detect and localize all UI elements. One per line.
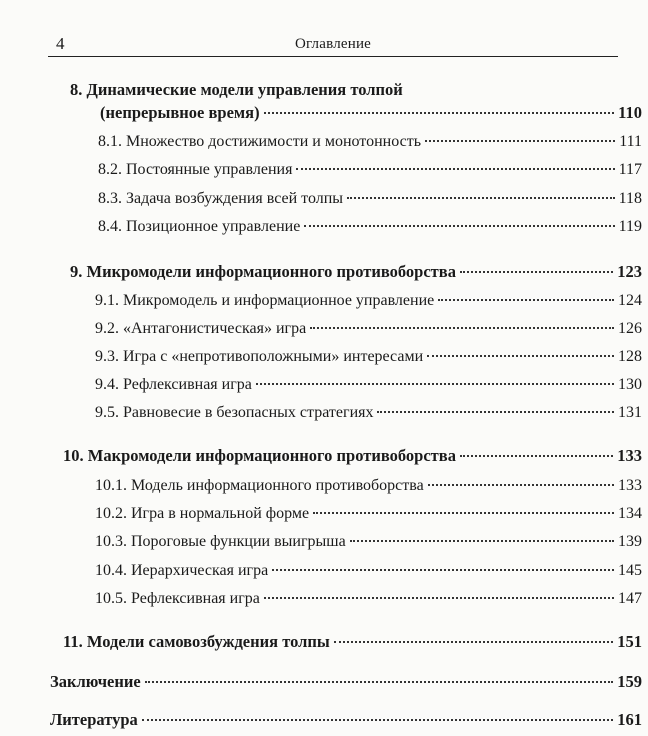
dot-leader bbox=[460, 271, 613, 273]
section-page: 139 bbox=[618, 533, 642, 550]
dot-leader bbox=[460, 455, 613, 457]
section-page: 130 bbox=[618, 376, 642, 393]
section-title: 9.2. «Антагонистическая» игра bbox=[95, 320, 307, 337]
section-title: 9.3. Игра с «непротивоположными» интересами bbox=[95, 348, 424, 365]
section-page: 131 bbox=[618, 404, 642, 421]
chapter-10-entry[interactable] bbox=[63, 446, 642, 470]
toc-entry-10-4[interactable] bbox=[95, 562, 642, 586]
section-title: 10.3. Пороговые функции выигрыша bbox=[95, 533, 346, 550]
toc-entry-10-3[interactable] bbox=[95, 533, 642, 557]
chapter-8-page: 110 bbox=[618, 103, 642, 122]
section-title: 9.5. Равновесие в безопасных стратегиях bbox=[95, 404, 374, 421]
conclusion-page: 159 bbox=[617, 672, 642, 691]
page-number: 4 bbox=[56, 34, 65, 53]
dot-leader bbox=[428, 484, 614, 486]
dot-leader bbox=[256, 383, 614, 385]
chapter-11-page: 151 bbox=[617, 632, 642, 651]
dot-leader bbox=[334, 641, 613, 643]
toc-entry-8-2[interactable] bbox=[98, 161, 642, 185]
section-page: 128 bbox=[618, 348, 642, 365]
chapter-10-page: 133 bbox=[617, 446, 642, 465]
section-title: 8.4. Позиционное управление bbox=[98, 218, 301, 235]
toc-entry-9-5[interactable] bbox=[95, 404, 642, 428]
chapter-11-entry[interactable] bbox=[63, 632, 642, 656]
chapter-11-title: 11. Модели самовозбуждения толпы bbox=[63, 632, 330, 651]
toc-entry-8-3[interactable] bbox=[98, 190, 642, 214]
section-title: 8.2. Постоянные управления bbox=[98, 161, 293, 178]
dot-leader bbox=[304, 225, 614, 227]
literature-title: Литература bbox=[50, 710, 138, 729]
dot-leader bbox=[142, 719, 613, 721]
dot-leader bbox=[350, 540, 614, 542]
literature-entry[interactable] bbox=[50, 710, 642, 734]
dot-leader bbox=[438, 299, 614, 301]
conclusion-entry[interactable] bbox=[50, 672, 642, 696]
section-page: 133 bbox=[618, 477, 642, 494]
chapter-8-title-line2: (непрерывное время) bbox=[100, 103, 260, 122]
literature-page: 161 bbox=[617, 710, 642, 729]
toc-entry-10-1[interactable] bbox=[95, 477, 642, 501]
dot-leader bbox=[145, 681, 614, 683]
section-title: 9.4. Рефлексивная игра bbox=[95, 376, 252, 393]
section-title: 10.1. Модель информационного противоборства bbox=[95, 477, 424, 494]
toc-entry-8-4[interactable] bbox=[98, 218, 642, 242]
section-page: 111 bbox=[619, 133, 642, 150]
toc-entry-9-4[interactable] bbox=[95, 376, 642, 400]
dot-leader bbox=[347, 197, 615, 199]
chapter-9-page: 123 bbox=[617, 262, 642, 281]
running-head: Оглавление bbox=[294, 36, 372, 52]
chapter-8-entry[interactable] bbox=[100, 103, 642, 127]
toc-entry-9-1[interactable] bbox=[95, 292, 642, 316]
dot-leader bbox=[310, 327, 614, 329]
section-page: 118 bbox=[618, 190, 642, 207]
dot-leader bbox=[313, 512, 614, 514]
dot-leader bbox=[272, 569, 614, 571]
dot-leader bbox=[264, 597, 614, 599]
chapter-9-entry[interactable] bbox=[70, 262, 642, 286]
chapter-9-title: 9. Микромодели информационного противоборства bbox=[70, 262, 456, 281]
section-page: 124 bbox=[618, 292, 642, 309]
section-page: 119 bbox=[618, 218, 642, 235]
dot-leader bbox=[296, 168, 614, 170]
section-title: 10.4. Иерархическая игра bbox=[95, 562, 269, 579]
section-title: 9.1. Микромодель и информационное управление bbox=[95, 292, 435, 309]
dot-leader bbox=[425, 140, 615, 142]
toc-entry-9-3[interactable] bbox=[95, 348, 642, 372]
section-page: 134 bbox=[618, 505, 642, 522]
dot-leader bbox=[427, 355, 614, 357]
section-title: 8.3. Задача возбуждения всей толпы bbox=[98, 190, 344, 207]
section-title: 8.1. Множество достижимости и монотонность bbox=[98, 133, 421, 150]
toc-entry-9-2[interactable] bbox=[95, 320, 642, 344]
dot-leader bbox=[264, 112, 615, 114]
section-page: 145 bbox=[618, 562, 642, 579]
chapter-8-title-line1: 8. Динамические модели управления толпой bbox=[70, 80, 403, 99]
toc-entry-10-5[interactable] bbox=[95, 590, 642, 614]
section-page: 147 bbox=[618, 590, 642, 607]
toc-entry-10-2[interactable] bbox=[95, 505, 642, 529]
section-page: 117 bbox=[618, 161, 642, 178]
section-page: 126 bbox=[618, 320, 642, 337]
section-title: 10.5. Рефлексивная игра bbox=[95, 590, 260, 607]
conclusion-title: Заключение bbox=[50, 672, 141, 691]
chapter-10-title: 10. Макромодели информационного противоборства bbox=[63, 446, 456, 465]
dot-leader bbox=[377, 411, 614, 413]
toc-entry-8-1[interactable] bbox=[98, 133, 642, 157]
section-title: 10.2. Игра в нормальной форме bbox=[95, 505, 310, 522]
